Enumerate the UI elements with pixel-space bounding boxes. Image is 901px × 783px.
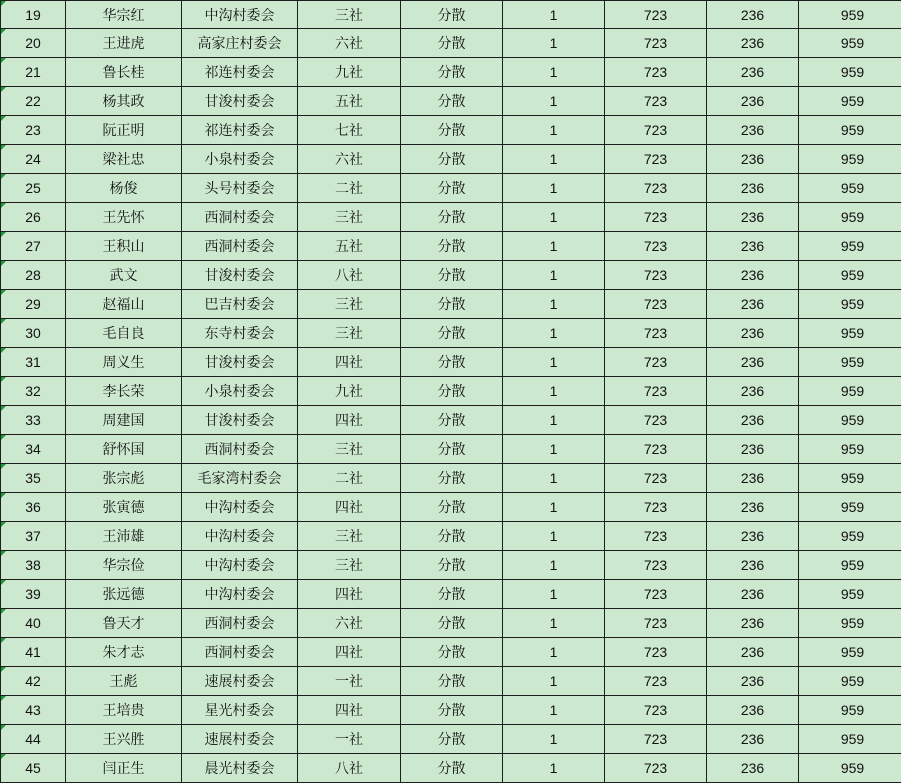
village-committee-cell[interactable]: 甘浚村委会 (182, 348, 298, 377)
name-cell[interactable]: 王培贵 (66, 696, 182, 725)
name-cell[interactable]: 闫正生 (66, 754, 182, 783)
group-cell[interactable]: 三社 (298, 319, 401, 348)
amount-b-cell[interactable]: 236 (707, 696, 799, 725)
support-type-cell[interactable]: 分散 (401, 203, 503, 232)
name-cell[interactable]: 梁社忠 (66, 145, 182, 174)
village-committee-cell[interactable]: 中沟村委会 (182, 1, 298, 29)
village-committee-cell[interactable]: 祁连村委会 (182, 116, 298, 145)
amount-b-cell[interactable]: 236 (707, 754, 799, 783)
count-cell[interactable]: 1 (503, 696, 605, 725)
name-cell[interactable]: 杨其政 (66, 87, 182, 116)
total-cell[interactable]: 959 (799, 174, 901, 203)
amount-a-cell[interactable]: 723 (605, 609, 707, 638)
group-cell[interactable]: 三社 (298, 1, 401, 29)
table-row (1, 116, 901, 145)
count-cell[interactable]: 1 (503, 1, 605, 29)
count-cell[interactable]: 1 (503, 145, 605, 174)
amount-a-cell[interactable]: 723 (605, 116, 707, 145)
row-number-cell[interactable]: 35 (1, 464, 66, 493)
group-cell[interactable]: 九社 (298, 377, 401, 406)
name-cell[interactable]: 王积山 (66, 232, 182, 261)
amount-b-cell[interactable]: 236 (707, 29, 799, 58)
amount-b-cell[interactable]: 236 (707, 377, 799, 406)
row-number-cell[interactable]: 40 (1, 609, 66, 638)
table-row (1, 493, 901, 522)
amount-a-cell[interactable]: 723 (605, 522, 707, 551)
group-cell[interactable]: 三社 (298, 551, 401, 580)
amount-b-cell[interactable]: 236 (707, 580, 799, 609)
amount-a-cell[interactable]: 723 (605, 232, 707, 261)
name-cell[interactable]: 周建国 (66, 406, 182, 435)
table-row (1, 667, 901, 696)
amount-a-cell[interactable]: 723 (605, 580, 707, 609)
amount-b-cell[interactable]: 236 (707, 406, 799, 435)
count-cell[interactable]: 1 (503, 667, 605, 696)
amount-a-cell[interactable]: 723 (605, 725, 707, 754)
row-number-cell[interactable]: 28 (1, 261, 66, 290)
total-cell[interactable]: 959 (799, 522, 901, 551)
amount-b-cell[interactable]: 236 (707, 638, 799, 667)
amount-b-cell[interactable]: 236 (707, 145, 799, 174)
amount-a-cell[interactable]: 723 (605, 667, 707, 696)
name-cell[interactable]: 王彪 (66, 667, 182, 696)
support-type-cell[interactable]: 分散 (401, 145, 503, 174)
amount-a-cell[interactable]: 723 (605, 174, 707, 203)
amount-a-cell[interactable]: 723 (605, 261, 707, 290)
name-cell[interactable]: 杨俊 (66, 174, 182, 203)
amount-a-cell[interactable]: 723 (605, 1, 707, 29)
table-row (1, 87, 901, 116)
row-number-cell[interactable]: 19 (1, 1, 66, 29)
table-row (1, 319, 901, 348)
count-cell[interactable]: 1 (503, 638, 605, 667)
count-cell[interactable]: 1 (503, 348, 605, 377)
count-cell[interactable]: 1 (503, 29, 605, 58)
amount-a-cell[interactable]: 723 (605, 696, 707, 725)
village-committee-cell[interactable]: 甘浚村委会 (182, 87, 298, 116)
name-cell[interactable]: 毛自良 (66, 319, 182, 348)
support-type-cell[interactable]: 分散 (401, 725, 503, 754)
support-type-cell[interactable]: 分散 (401, 696, 503, 725)
name-cell[interactable]: 武文 (66, 261, 182, 290)
village-committee-cell[interactable]: 小泉村委会 (182, 377, 298, 406)
row-number-cell[interactable]: 26 (1, 203, 66, 232)
row-number-cell[interactable]: 38 (1, 551, 66, 580)
total-cell[interactable]: 959 (799, 87, 901, 116)
name-cell[interactable]: 王先怀 (66, 203, 182, 232)
group-cell[interactable]: 一社 (298, 725, 401, 754)
amount-a-cell[interactable]: 723 (605, 406, 707, 435)
amount-b-cell[interactable]: 236 (707, 348, 799, 377)
amount-b-cell[interactable]: 236 (707, 435, 799, 464)
group-cell[interactable]: 二社 (298, 174, 401, 203)
row-number-cell[interactable]: 34 (1, 435, 66, 464)
amount-a-cell[interactable]: 723 (605, 29, 707, 58)
support-type-cell[interactable]: 分散 (401, 348, 503, 377)
amount-b-cell[interactable]: 236 (707, 87, 799, 116)
name-cell[interactable]: 张远德 (66, 580, 182, 609)
table-row (1, 522, 901, 551)
total-cell[interactable]: 959 (799, 116, 901, 145)
name-cell[interactable]: 鲁长桂 (66, 58, 182, 87)
group-cell[interactable]: 三社 (298, 522, 401, 551)
name-cell[interactable]: 王沛雄 (66, 522, 182, 551)
village-committee-cell[interactable]: 高家庄村委会 (182, 29, 298, 58)
amount-b-cell[interactable]: 236 (707, 493, 799, 522)
total-cell[interactable]: 959 (799, 754, 901, 783)
count-cell[interactable]: 1 (503, 493, 605, 522)
table-row (1, 203, 901, 232)
total-cell[interactable]: 959 (799, 696, 901, 725)
amount-a-cell[interactable]: 723 (605, 58, 707, 87)
count-cell[interactable]: 1 (503, 290, 605, 319)
group-cell[interactable]: 七社 (298, 116, 401, 145)
amount-b-cell[interactable]: 236 (707, 551, 799, 580)
total-cell[interactable]: 959 (799, 58, 901, 87)
amount-a-cell[interactable]: 723 (605, 638, 707, 667)
support-type-cell[interactable]: 分散 (401, 464, 503, 493)
village-committee-cell[interactable]: 中沟村委会 (182, 580, 298, 609)
amount-b-cell[interactable]: 236 (707, 116, 799, 145)
table-row (1, 406, 901, 435)
group-cell[interactable]: 二社 (298, 464, 401, 493)
name-cell[interactable]: 李长荣 (66, 377, 182, 406)
count-cell[interactable]: 1 (503, 725, 605, 754)
support-type-cell[interactable]: 分散 (401, 667, 503, 696)
group-cell[interactable]: 八社 (298, 261, 401, 290)
count-cell[interactable]: 1 (503, 609, 605, 638)
amount-a-cell[interactable]: 723 (605, 348, 707, 377)
row-number-cell[interactable]: 24 (1, 145, 66, 174)
amount-a-cell[interactable]: 723 (605, 319, 707, 348)
village-committee-cell[interactable]: 巴吉村委会 (182, 290, 298, 319)
amount-b-cell[interactable]: 236 (707, 261, 799, 290)
row-number-cell[interactable]: 27 (1, 232, 66, 261)
count-cell[interactable]: 1 (503, 551, 605, 580)
support-type-cell[interactable]: 分散 (401, 435, 503, 464)
group-cell[interactable]: 三社 (298, 203, 401, 232)
table-row (1, 696, 901, 725)
total-cell[interactable]: 959 (799, 319, 901, 348)
support-type-cell[interactable]: 分散 (401, 609, 503, 638)
village-committee-cell[interactable]: 西洞村委会 (182, 638, 298, 667)
total-cell[interactable]: 959 (799, 551, 901, 580)
table-row (1, 754, 901, 783)
support-type-cell[interactable]: 分散 (401, 580, 503, 609)
village-committee-cell[interactable]: 甘浚村委会 (182, 261, 298, 290)
village-committee-cell[interactable]: 西洞村委会 (182, 435, 298, 464)
total-cell[interactable]: 959 (799, 145, 901, 174)
name-cell[interactable]: 舒怀国 (66, 435, 182, 464)
row-number-cell[interactable]: 42 (1, 667, 66, 696)
count-cell[interactable]: 1 (503, 174, 605, 203)
amount-a-cell[interactable]: 723 (605, 87, 707, 116)
table-row (1, 725, 901, 754)
row-number-cell[interactable]: 21 (1, 58, 66, 87)
support-type-cell[interactable]: 分散 (401, 290, 503, 319)
group-cell[interactable]: 五社 (298, 87, 401, 116)
count-cell[interactable]: 1 (503, 464, 605, 493)
village-committee-cell[interactable]: 速展村委会 (182, 725, 298, 754)
total-cell[interactable]: 959 (799, 435, 901, 464)
row-number-cell[interactable]: 41 (1, 638, 66, 667)
village-committee-cell[interactable]: 祁连村委会 (182, 58, 298, 87)
table-row (1, 174, 901, 203)
group-cell[interactable]: 六社 (298, 29, 401, 58)
support-type-cell[interactable]: 分散 (401, 377, 503, 406)
village-committee-cell[interactable]: 西洞村委会 (182, 203, 298, 232)
count-cell[interactable]: 1 (503, 261, 605, 290)
amount-a-cell[interactable]: 723 (605, 754, 707, 783)
amount-b-cell[interactable]: 236 (707, 522, 799, 551)
amount-a-cell[interactable]: 723 (605, 493, 707, 522)
name-cell[interactable]: 王进虎 (66, 29, 182, 58)
name-cell[interactable]: 周义生 (66, 348, 182, 377)
support-type-cell[interactable]: 分散 (401, 261, 503, 290)
village-committee-cell[interactable]: 毛家湾村委会 (182, 464, 298, 493)
total-cell[interactable]: 959 (799, 203, 901, 232)
amount-a-cell[interactable]: 723 (605, 464, 707, 493)
group-cell[interactable]: 四社 (298, 696, 401, 725)
count-cell[interactable]: 1 (503, 203, 605, 232)
row-number-cell[interactable]: 44 (1, 725, 66, 754)
total-cell[interactable]: 959 (799, 493, 901, 522)
amount-a-cell[interactable]: 723 (605, 435, 707, 464)
total-cell[interactable]: 959 (799, 638, 901, 667)
amount-b-cell[interactable]: 236 (707, 464, 799, 493)
table-row (1, 551, 901, 580)
table-row (1, 348, 901, 377)
support-type-cell[interactable]: 分散 (401, 232, 503, 261)
table-row (1, 1, 901, 29)
table-row (1, 290, 901, 319)
count-cell[interactable]: 1 (503, 116, 605, 145)
amount-b-cell[interactable]: 236 (707, 1, 799, 29)
count-cell[interactable]: 1 (503, 58, 605, 87)
row-number-cell[interactable]: 43 (1, 696, 66, 725)
village-committee-cell[interactable]: 小泉村委会 (182, 145, 298, 174)
total-cell[interactable]: 959 (799, 29, 901, 58)
support-type-cell[interactable]: 分散 (401, 87, 503, 116)
village-committee-cell[interactable]: 速展村委会 (182, 667, 298, 696)
name-cell[interactable]: 张宗彪 (66, 464, 182, 493)
group-cell[interactable]: 四社 (298, 638, 401, 667)
row-number-cell[interactable]: 31 (1, 348, 66, 377)
total-cell[interactable]: 959 (799, 261, 901, 290)
total-cell[interactable]: 959 (799, 609, 901, 638)
support-type-cell[interactable]: 分散 (401, 406, 503, 435)
group-cell[interactable]: 三社 (298, 435, 401, 464)
amount-a-cell[interactable]: 723 (605, 290, 707, 319)
group-cell[interactable]: 八社 (298, 754, 401, 783)
amount-a-cell[interactable]: 723 (605, 551, 707, 580)
name-cell[interactable]: 鲁天才 (66, 609, 182, 638)
amount-a-cell[interactable]: 723 (605, 203, 707, 232)
amount-b-cell[interactable]: 236 (707, 174, 799, 203)
group-cell[interactable]: 六社 (298, 609, 401, 638)
count-cell[interactable]: 1 (503, 319, 605, 348)
table-row (1, 435, 901, 464)
total-cell[interactable]: 959 (799, 290, 901, 319)
row-number-cell[interactable]: 25 (1, 174, 66, 203)
row-number-cell[interactable]: 32 (1, 377, 66, 406)
table-row (1, 29, 901, 58)
total-cell[interactable]: 959 (799, 377, 901, 406)
name-cell[interactable]: 朱才志 (66, 638, 182, 667)
amount-b-cell[interactable]: 236 (707, 609, 799, 638)
group-cell[interactable]: 四社 (298, 493, 401, 522)
count-cell[interactable]: 1 (503, 232, 605, 261)
name-cell[interactable]: 张寅德 (66, 493, 182, 522)
support-type-cell[interactable]: 分散 (401, 522, 503, 551)
amount-b-cell[interactable]: 236 (707, 203, 799, 232)
support-type-cell[interactable]: 分散 (401, 754, 503, 783)
count-cell[interactable]: 1 (503, 435, 605, 464)
row-number-cell[interactable]: 23 (1, 116, 66, 145)
group-cell[interactable]: 四社 (298, 580, 401, 609)
table-row (1, 377, 901, 406)
table-body (1, 1, 901, 783)
group-cell[interactable]: 九社 (298, 58, 401, 87)
count-cell[interactable]: 1 (503, 580, 605, 609)
amount-b-cell[interactable]: 236 (707, 290, 799, 319)
total-cell[interactable]: 959 (799, 232, 901, 261)
village-committee-cell[interactable]: 星光村委会 (182, 696, 298, 725)
count-cell[interactable]: 1 (503, 754, 605, 783)
name-cell[interactable]: 赵福山 (66, 290, 182, 319)
row-number-cell[interactable]: 29 (1, 290, 66, 319)
row-number-cell[interactable]: 39 (1, 580, 66, 609)
table-row (1, 232, 901, 261)
village-committee-cell[interactable]: 中沟村委会 (182, 522, 298, 551)
row-number-cell[interactable]: 22 (1, 87, 66, 116)
amount-b-cell[interactable]: 236 (707, 725, 799, 754)
table-row (1, 145, 901, 174)
support-type-cell[interactable]: 分散 (401, 638, 503, 667)
total-cell[interactable]: 959 (799, 348, 901, 377)
support-type-cell[interactable]: 分散 (401, 493, 503, 522)
total-cell[interactable]: 959 (799, 406, 901, 435)
amount-a-cell[interactable]: 723 (605, 145, 707, 174)
name-cell[interactable]: 阮正明 (66, 116, 182, 145)
table-row (1, 580, 901, 609)
table-row (1, 464, 901, 493)
total-cell[interactable]: 959 (799, 464, 901, 493)
row-number-cell[interactable]: 33 (1, 406, 66, 435)
count-cell[interactable]: 1 (503, 522, 605, 551)
total-cell[interactable]: 959 (799, 725, 901, 754)
support-type-cell[interactable]: 分散 (401, 116, 503, 145)
village-committee-cell[interactable]: 中沟村委会 (182, 551, 298, 580)
name-cell[interactable]: 华宗红 (66, 1, 182, 29)
count-cell[interactable]: 1 (503, 377, 605, 406)
table-row (1, 58, 901, 87)
table-row (1, 609, 901, 638)
village-committee-cell[interactable]: 头号村委会 (182, 174, 298, 203)
village-committee-cell[interactable]: 甘浚村委会 (182, 406, 298, 435)
village-committee-cell[interactable]: 中沟村委会 (182, 493, 298, 522)
support-type-cell[interactable]: 分散 (401, 319, 503, 348)
group-cell[interactable]: 一社 (298, 667, 401, 696)
amount-b-cell[interactable]: 236 (707, 58, 799, 87)
count-cell[interactable]: 1 (503, 87, 605, 116)
name-cell[interactable]: 王兴胜 (66, 725, 182, 754)
total-cell[interactable]: 959 (799, 667, 901, 696)
total-cell[interactable]: 959 (799, 580, 901, 609)
row-number-cell[interactable]: 45 (1, 754, 66, 783)
count-cell[interactable]: 1 (503, 406, 605, 435)
group-cell[interactable]: 六社 (298, 145, 401, 174)
village-committee-cell[interactable]: 西洞村委会 (182, 609, 298, 638)
row-number-cell[interactable]: 37 (1, 522, 66, 551)
support-type-cell[interactable]: 分散 (401, 174, 503, 203)
row-number-cell[interactable]: 30 (1, 319, 66, 348)
total-cell[interactable]: 959 (799, 1, 901, 29)
support-type-cell[interactable]: 分散 (401, 1, 503, 29)
row-number-cell[interactable]: 20 (1, 29, 66, 58)
row-number-cell[interactable]: 36 (1, 493, 66, 522)
village-committee-cell[interactable]: 西洞村委会 (182, 232, 298, 261)
table-row (1, 638, 901, 667)
support-type-cell[interactable]: 分散 (401, 29, 503, 58)
amount-a-cell[interactable]: 723 (605, 377, 707, 406)
amount-b-cell[interactable]: 236 (707, 319, 799, 348)
amount-b-cell[interactable]: 236 (707, 667, 799, 696)
group-cell[interactable]: 四社 (298, 406, 401, 435)
amount-b-cell[interactable]: 236 (707, 232, 799, 261)
support-type-cell[interactable]: 分散 (401, 58, 503, 87)
village-committee-cell[interactable]: 东寺村委会 (182, 319, 298, 348)
village-committee-cell[interactable]: 晨光村委会 (182, 754, 298, 783)
name-cell[interactable]: 华宗俭 (66, 551, 182, 580)
support-type-cell[interactable]: 分散 (401, 551, 503, 580)
table-row (1, 261, 901, 290)
group-cell[interactable]: 四社 (298, 348, 401, 377)
group-cell[interactable]: 五社 (298, 232, 401, 261)
group-cell[interactable]: 三社 (298, 290, 401, 319)
